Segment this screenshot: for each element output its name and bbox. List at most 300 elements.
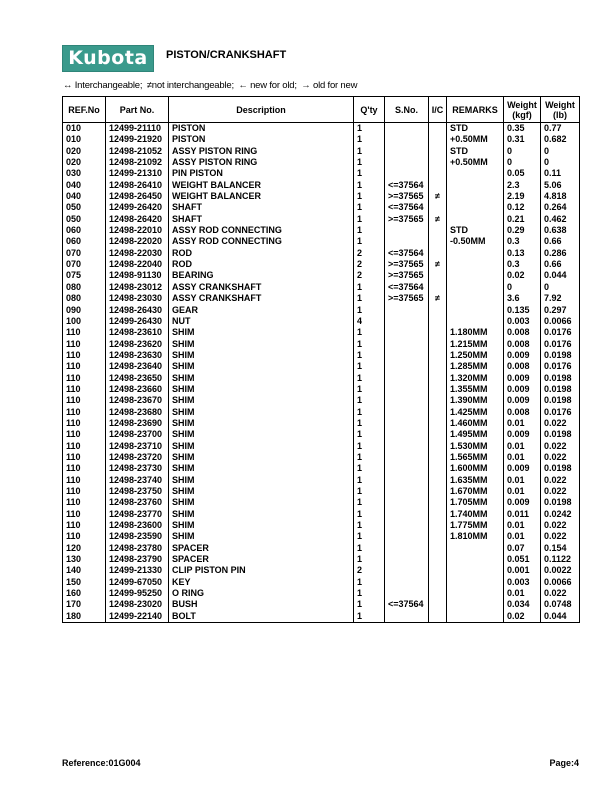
cell-serial-no	[385, 339, 429, 350]
cell-part-no: 12498-91130	[106, 270, 169, 281]
cell-weight-kgf: 0.008	[504, 407, 541, 418]
cell-qty: 1	[354, 146, 385, 157]
table-row	[63, 407, 580, 418]
cell-weight-kgf: 0.21	[504, 214, 541, 225]
cell-qty: 2	[354, 565, 385, 576]
table-row	[63, 202, 580, 213]
cell-serial-no: <=37564	[385, 282, 429, 293]
cell-serial-no	[385, 486, 429, 497]
cell-ref-no: 130	[63, 554, 106, 565]
cell-serial-no: <=37564	[385, 180, 429, 191]
cell-part-no: 12498-23590	[106, 531, 169, 542]
cell-ref-no: 110	[63, 452, 106, 463]
cell-serial-no	[385, 407, 429, 418]
cell-weight-lb: 0.0066	[541, 316, 580, 327]
legend-new-for-old: ← new for old;	[238, 80, 297, 91]
cell-description: O RING	[169, 588, 354, 599]
cell-qty: 1	[354, 191, 385, 202]
cell-ic	[429, 475, 447, 486]
cell-serial-no	[385, 134, 429, 145]
cell-ref-no: 100	[63, 316, 106, 327]
cell-ref-no: 020	[63, 157, 106, 168]
cell-serial-no: >=37565	[385, 293, 429, 304]
cell-weight-kgf: 0.35	[504, 123, 541, 135]
table-row	[63, 134, 580, 145]
cell-serial-no	[385, 146, 429, 157]
cell-serial-no	[385, 452, 429, 463]
cell-weight-lb: 0.0198	[541, 463, 580, 474]
cell-serial-no	[385, 327, 429, 338]
table-row	[63, 531, 580, 542]
cell-qty: 1	[354, 599, 385, 610]
cell-part-no: 12498-23030	[106, 293, 169, 304]
cell-ic	[429, 350, 447, 361]
cell-part-no: 12498-23012	[106, 282, 169, 293]
cell-serial-no: >=37565	[385, 191, 429, 202]
cell-remarks: 1.530MM	[447, 441, 504, 452]
cell-remarks: 1.810MM	[447, 531, 504, 542]
cell-serial-no	[385, 520, 429, 531]
cell-description: SHIM	[169, 486, 354, 497]
cell-description: ASSY CRANKSHAFT	[169, 293, 354, 304]
cell-qty: 1	[354, 157, 385, 168]
cell-weight-lb: 0.0198	[541, 384, 580, 395]
cell-ref-no: 110	[63, 407, 106, 418]
cell-description: ROD	[169, 248, 354, 259]
cell-qty: 1	[354, 509, 385, 520]
cell-weight-lb: 0.0748	[541, 599, 580, 610]
cell-description: BOLT	[169, 611, 354, 623]
cell-part-no: 12498-23770	[106, 509, 169, 520]
cell-remarks: 1.670MM	[447, 486, 504, 497]
cell-description: SHIM	[169, 429, 354, 440]
cell-weight-kgf: 0.01	[504, 486, 541, 497]
cell-weight-lb: 5.06	[541, 180, 580, 191]
cell-weight-lb: 4.818	[541, 191, 580, 202]
cell-ref-no: 110	[63, 384, 106, 395]
cell-serial-no	[385, 429, 429, 440]
cell-weight-kgf: 0.01	[504, 520, 541, 531]
cell-ic	[429, 577, 447, 588]
cell-weight-lb: 0.0198	[541, 373, 580, 384]
cell-part-no: 12499-22140	[106, 611, 169, 623]
cell-remarks: STD	[447, 225, 504, 236]
cell-remarks: 1.215MM	[447, 339, 504, 350]
cell-weight-kgf: 2.3	[504, 180, 541, 191]
cell-part-no: 12498-23640	[106, 361, 169, 372]
table-row	[63, 339, 580, 350]
col-ref-no: REF.No	[63, 97, 106, 123]
cell-description: SHIM	[169, 441, 354, 452]
cell-description: WEIGHT BALANCER	[169, 191, 354, 202]
col-qty: Q'ty	[354, 97, 385, 123]
cell-description: SPACER	[169, 543, 354, 554]
cell-weight-lb: 0.0176	[541, 339, 580, 350]
cell-weight-kgf: 0.01	[504, 588, 541, 599]
cell-serial-no	[385, 565, 429, 576]
cell-ic	[429, 441, 447, 452]
cell-weight-kgf: 0	[504, 146, 541, 157]
cell-weight-kgf: 0.02	[504, 611, 541, 623]
cell-description: ASSY PISTON RING	[169, 146, 354, 157]
cell-part-no: 12498-23740	[106, 475, 169, 486]
cell-weight-kgf: 0.01	[504, 531, 541, 542]
cell-qty: 4	[354, 316, 385, 327]
cell-part-no: 12498-23600	[106, 520, 169, 531]
cell-ref-no: 110	[63, 339, 106, 350]
cell-part-no: 12498-26420	[106, 214, 169, 225]
col-serial-no: S.No.	[385, 97, 429, 123]
cell-qty: 1	[354, 395, 385, 406]
table-row	[63, 191, 580, 202]
cell-part-no: 12498-23620	[106, 339, 169, 350]
cell-ic	[429, 599, 447, 610]
cell-qty: 1	[354, 441, 385, 452]
cell-weight-lb: 0.11	[541, 168, 580, 179]
cell-qty: 1	[354, 554, 385, 565]
cell-weight-lb: 0.0198	[541, 395, 580, 406]
cell-ic	[429, 248, 447, 259]
cell-part-no: 12498-22030	[106, 248, 169, 259]
legend	[63, 80, 359, 91]
cell-description: NUT	[169, 316, 354, 327]
table-row	[63, 146, 580, 157]
cell-qty: 1	[354, 418, 385, 429]
cell-weight-kgf: 0.3	[504, 236, 541, 247]
cell-part-no: 12499-21330	[106, 565, 169, 576]
cell-ic	[429, 168, 447, 179]
cell-part-no: 12498-23610	[106, 327, 169, 338]
cell-ic	[429, 316, 447, 327]
cell-ic	[429, 509, 447, 520]
cell-weight-lb: 0.286	[541, 248, 580, 259]
cell-serial-no	[385, 588, 429, 599]
cell-ic	[429, 327, 447, 338]
cell-description: SHIM	[169, 531, 354, 542]
cell-remarks	[447, 270, 504, 281]
cell-weight-kgf: 0.01	[504, 441, 541, 452]
cell-ref-no: 020	[63, 146, 106, 157]
cell-weight-kgf: 0	[504, 282, 541, 293]
cell-qty: 2	[354, 270, 385, 281]
cell-ic	[429, 146, 447, 157]
cell-serial-no	[385, 373, 429, 384]
cell-serial-no	[385, 305, 429, 316]
cell-remarks	[447, 282, 504, 293]
cell-qty: 1	[354, 429, 385, 440]
cell-remarks: 1.740MM	[447, 509, 504, 520]
cell-weight-kgf: 0.008	[504, 339, 541, 350]
cell-serial-no	[385, 509, 429, 520]
table-row	[63, 361, 580, 372]
cell-serial-no	[385, 157, 429, 168]
cell-weight-kgf: 2.19	[504, 191, 541, 202]
cell-description: SHIM	[169, 475, 354, 486]
cell-weight-lb: 0.022	[541, 588, 580, 599]
cell-remarks	[447, 180, 504, 191]
cell-remarks: 1.460MM	[447, 418, 504, 429]
cell-ref-no: 050	[63, 202, 106, 213]
cell-part-no: 12498-23630	[106, 350, 169, 361]
cell-serial-no	[385, 236, 429, 247]
table-row	[63, 214, 580, 225]
cell-part-no: 12498-21052	[106, 146, 169, 157]
table-row	[63, 259, 580, 270]
table-row	[63, 429, 580, 440]
cell-qty: 1	[354, 305, 385, 316]
cell-ic: ≠	[429, 259, 447, 270]
cell-ic: ≠	[429, 293, 447, 304]
cell-ref-no: 110	[63, 441, 106, 452]
cell-weight-lb: 0.0198	[541, 429, 580, 440]
cell-weight-lb: 0.66	[541, 259, 580, 270]
cell-ic	[429, 407, 447, 418]
cell-remarks	[447, 554, 504, 565]
cell-ic	[429, 373, 447, 384]
cell-serial-no	[385, 475, 429, 486]
cell-weight-kgf: 0.009	[504, 384, 541, 395]
cell-qty: 1	[354, 327, 385, 338]
cell-ic	[429, 452, 447, 463]
cell-ic	[429, 282, 447, 293]
table-row	[63, 123, 580, 135]
cell-serial-no	[385, 123, 429, 135]
cell-serial-no	[385, 463, 429, 474]
table-row	[63, 350, 580, 361]
cell-remarks	[447, 316, 504, 327]
table-row	[63, 327, 580, 338]
cell-weight-lb: 0.1122	[541, 554, 580, 565]
table-row	[63, 497, 580, 508]
cell-ref-no: 010	[63, 123, 106, 135]
cell-ref-no: 110	[63, 429, 106, 440]
cell-description: SHAFT	[169, 202, 354, 213]
cell-serial-no	[385, 384, 429, 395]
cell-ic	[429, 588, 447, 599]
cell-remarks: STD	[447, 146, 504, 157]
table-row	[63, 463, 580, 474]
cell-qty: 1	[354, 282, 385, 293]
table-row	[63, 577, 580, 588]
cell-qty: 1	[354, 463, 385, 474]
cell-description: CLIP PISTON PIN	[169, 565, 354, 576]
table-row	[63, 486, 580, 497]
cell-ic: ≠	[429, 214, 447, 225]
cell-description: PIN PISTON	[169, 168, 354, 179]
cell-description: SHIM	[169, 497, 354, 508]
table-row	[63, 418, 580, 429]
cell-description: ASSY ROD CONNECTING	[169, 236, 354, 247]
cell-ref-no: 070	[63, 259, 106, 270]
cell-part-no: 12498-26410	[106, 180, 169, 191]
cell-ref-no: 030	[63, 168, 106, 179]
cell-weight-kgf: 0.003	[504, 316, 541, 327]
cell-qty: 1	[354, 350, 385, 361]
cell-weight-kgf: 0.034	[504, 599, 541, 610]
cell-remarks: 1.250MM	[447, 350, 504, 361]
cell-description: SPACER	[169, 554, 354, 565]
cell-ref-no: 110	[63, 395, 106, 406]
cell-ref-no: 120	[63, 543, 106, 554]
cell-weight-lb: 0.264	[541, 202, 580, 213]
cell-weight-lb: 0.0242	[541, 509, 580, 520]
cell-serial-no	[385, 316, 429, 327]
cell-part-no: 12498-23660	[106, 384, 169, 395]
cell-part-no: 12498-26450	[106, 191, 169, 202]
cell-part-no: 12498-23730	[106, 463, 169, 474]
cell-remarks	[447, 577, 504, 588]
cell-ic	[429, 236, 447, 247]
cell-qty: 1	[354, 214, 385, 225]
table-row	[63, 270, 580, 281]
cell-ref-no: 110	[63, 520, 106, 531]
table-row	[63, 180, 580, 191]
table-row	[63, 225, 580, 236]
cell-ic: ≠	[429, 191, 447, 202]
cell-ic	[429, 497, 447, 508]
cell-qty: 1	[354, 373, 385, 384]
table-row	[63, 611, 580, 623]
cell-qty: 1	[354, 180, 385, 191]
cell-ref-no: 110	[63, 475, 106, 486]
cell-qty: 1	[354, 588, 385, 599]
cell-description: SHAFT	[169, 214, 354, 225]
cell-serial-no: <=37564	[385, 248, 429, 259]
cell-remarks	[447, 248, 504, 259]
cell-ref-no: 050	[63, 214, 106, 225]
cell-qty: 1	[354, 384, 385, 395]
cell-ref-no: 180	[63, 611, 106, 623]
table-row	[63, 554, 580, 565]
cell-part-no: 12498-23700	[106, 429, 169, 440]
page-number: Page:4	[549, 758, 579, 768]
cell-weight-kgf: 0.009	[504, 497, 541, 508]
cell-remarks	[447, 293, 504, 304]
cell-ref-no: 110	[63, 373, 106, 384]
cell-weight-kgf: 0.011	[504, 509, 541, 520]
cell-weight-lb: 0.0176	[541, 361, 580, 372]
cell-ref-no: 040	[63, 180, 106, 191]
table-row	[63, 236, 580, 247]
cell-qty: 1	[354, 134, 385, 145]
cell-description: ASSY CRANKSHAFT	[169, 282, 354, 293]
cell-qty: 1	[354, 293, 385, 304]
page-footer	[62, 758, 579, 768]
table-row	[63, 248, 580, 259]
cell-ic	[429, 611, 447, 623]
cell-weight-kgf: 0.008	[504, 361, 541, 372]
cell-ref-no: 160	[63, 588, 106, 599]
cell-part-no: 12498-22020	[106, 236, 169, 247]
cell-serial-no	[385, 543, 429, 554]
cell-ic	[429, 180, 447, 191]
cell-serial-no	[385, 441, 429, 452]
cell-description: GEAR	[169, 305, 354, 316]
cell-part-no: 12498-23020	[106, 599, 169, 610]
cell-ref-no: 080	[63, 282, 106, 293]
cell-weight-lb: 0.0198	[541, 497, 580, 508]
table-row	[63, 168, 580, 179]
cell-qty: 1	[354, 202, 385, 213]
cell-ic	[429, 531, 447, 542]
cell-weight-kgf: 0.051	[504, 554, 541, 565]
cell-ic	[429, 384, 447, 395]
table-row	[63, 293, 580, 304]
cell-ic	[429, 202, 447, 213]
table-row	[63, 441, 580, 452]
cell-remarks	[447, 168, 504, 179]
cell-remarks	[447, 305, 504, 316]
cell-weight-lb: 0.044	[541, 611, 580, 623]
cell-description: SHIM	[169, 384, 354, 395]
cell-weight-kgf: 0.01	[504, 452, 541, 463]
col-remarks: REMARKS	[447, 97, 504, 123]
cell-qty: 1	[354, 236, 385, 247]
cell-ref-no: 110	[63, 486, 106, 497]
cell-qty: 2	[354, 248, 385, 259]
table-row	[63, 588, 580, 599]
parts-table	[62, 96, 580, 623]
cell-qty: 1	[354, 543, 385, 554]
cell-weight-kgf: 0.009	[504, 350, 541, 361]
cell-ref-no: 060	[63, 236, 106, 247]
kubota-logo: Kubota	[62, 45, 154, 72]
cell-ref-no: 110	[63, 361, 106, 372]
cell-ref-no: 040	[63, 191, 106, 202]
cell-serial-no: >=37565	[385, 214, 429, 225]
cell-ref-no: 110	[63, 509, 106, 520]
cell-ref-no: 110	[63, 463, 106, 474]
cell-part-no: 12498-23750	[106, 486, 169, 497]
cell-weight-kgf: 0.01	[504, 418, 541, 429]
cell-weight-kgf: 0.001	[504, 565, 541, 576]
cell-remarks: 1.565MM	[447, 452, 504, 463]
cell-qty: 1	[354, 497, 385, 508]
cell-remarks: +0.50MM	[447, 157, 504, 168]
cell-remarks: 1.705MM	[447, 497, 504, 508]
cell-ic	[429, 157, 447, 168]
cell-qty: 1	[354, 452, 385, 463]
cell-remarks	[447, 565, 504, 576]
cell-ref-no: 110	[63, 418, 106, 429]
cell-serial-no	[385, 611, 429, 623]
cell-ic	[429, 429, 447, 440]
cell-part-no: 12498-23720	[106, 452, 169, 463]
cell-weight-lb: 0.77	[541, 123, 580, 135]
cell-ref-no: 150	[63, 577, 106, 588]
table-row	[63, 509, 580, 520]
cell-weight-kgf: 0.12	[504, 202, 541, 213]
cell-remarks: 1.425MM	[447, 407, 504, 418]
cell-description: SHIM	[169, 350, 354, 361]
cell-weight-kgf: 0.05	[504, 168, 541, 179]
cell-serial-no	[385, 395, 429, 406]
cell-weight-lb: 0.638	[541, 225, 580, 236]
cell-weight-kgf: 0.009	[504, 429, 541, 440]
cell-part-no: 12498-23760	[106, 497, 169, 508]
cell-ic	[429, 543, 447, 554]
cell-serial-no	[385, 168, 429, 179]
cell-description: SHIM	[169, 327, 354, 338]
cell-weight-lb: 0.66	[541, 236, 580, 247]
table-row	[63, 305, 580, 316]
cell-remarks	[447, 191, 504, 202]
cell-weight-lb: 0.154	[541, 543, 580, 554]
cell-ic	[429, 123, 447, 135]
cell-description: SHIM	[169, 395, 354, 406]
col-weight-lb: Weight (lb)	[541, 97, 580, 123]
cell-qty: 1	[354, 486, 385, 497]
